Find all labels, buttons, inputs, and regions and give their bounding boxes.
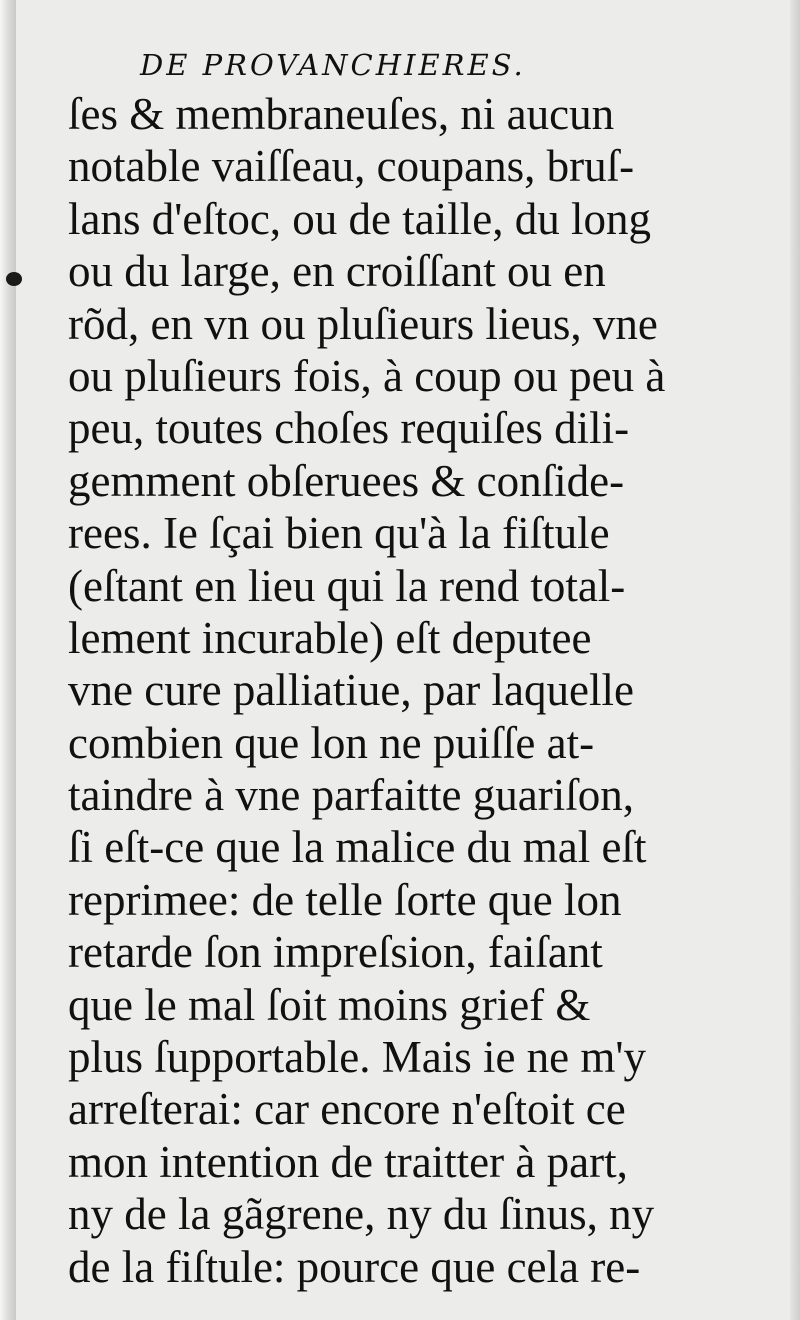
text-line: que le mal ſoit moins grief & <box>68 979 591 1030</box>
text-line: ou pluſieurs fois, à coup ou peu à <box>68 350 666 401</box>
text-line: taindre à vne parfaitte guariſon, <box>68 770 634 821</box>
text-line: peu, toutes choſes requiſes dili- <box>68 403 630 454</box>
text-line: rõd, en vn ou pluſieurs lieus, vne <box>68 298 658 349</box>
text-line: ny de la gãgrene, ny du ſinus, ny <box>68 1189 655 1240</box>
text-line: combien que lon ne puiſſe at- <box>68 717 595 768</box>
text-line: rees. Ie ſçai bien qu'à la fiſtule <box>68 508 610 559</box>
text-line: lans d'eſtoc, ou de taille, du long <box>68 193 651 244</box>
text-line: gemment obſeruees & conſide- <box>68 455 625 506</box>
text-line: lement incurable) eſt deputee <box>68 612 592 663</box>
text-line: de la fiſtule: pource que cela re- <box>68 1241 641 1292</box>
text-line: notable vaiſſeau, coupans, bruſ- <box>68 141 635 192</box>
text-line: ſes & membraneuſes, ni aucun <box>68 89 615 139</box>
text-line: (eſtant en lieu qui la rend total- <box>68 560 626 611</box>
page-binding-edge <box>0 0 16 1320</box>
text-line: plus ſupportable. Mais ie ne m'y <box>68 1032 647 1083</box>
body-text <box>68 88 696 1293</box>
ink-blot-mark <box>6 272 22 286</box>
text-line: ou du large, en croiſſant ou en <box>68 246 606 297</box>
running-head: DE PROVANCHIERES. <box>140 48 526 82</box>
text-line: reprimee: de telle ſorte que lon <box>68 874 622 925</box>
text-line: retarde ſon impreſsion, faiſant <box>68 927 603 978</box>
text-line: vne cure palliatiue, par laquelle <box>68 665 634 716</box>
text-line: mon intention de traitter à part, <box>68 1136 628 1187</box>
text-line: ſi eſt-ce que la malice du mal eſt <box>68 822 647 873</box>
text-line: arreſterai: car encore n'eſtoit ce <box>68 1084 626 1135</box>
page-outer-edge <box>790 0 800 1320</box>
